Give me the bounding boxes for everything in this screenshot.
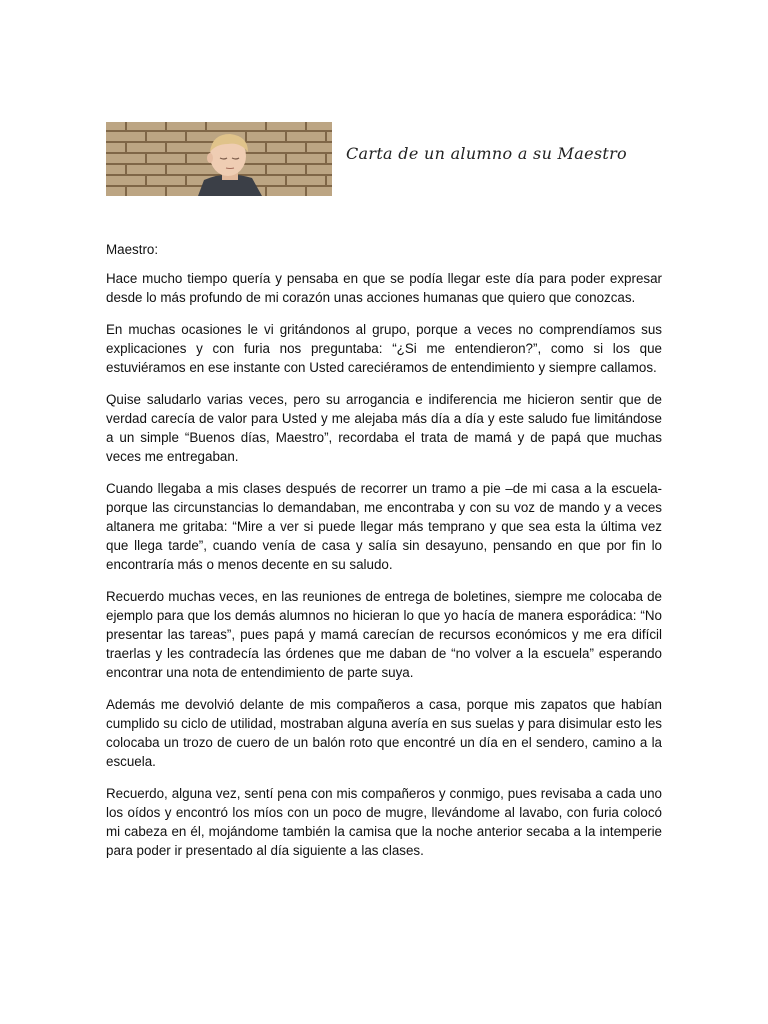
letter-title: Carta de un alumno a su Maestro — [346, 144, 627, 163]
letter-header — [106, 122, 666, 198]
paragraph-5: Recuerdo muchas veces, en las reuniones de entrega de boletines, siempre me colocaba de ejemplo para que los demás alumnos no hicieran lo que yo hacía de manera esporádica: “No presentar las tareas”, pues papá y mamá carecían de recursos económicos y me era difícil traerlas y les contradecía las órdenes que me daban de “no volver a la escuela” esperando encontrar una nota de entendimiento de parte suya. — [106, 589, 662, 680]
paragraph-2: En muchas ocasiones le vi gritándonos al grupo, porque a veces no comprendíamos sus explicaciones y con furia nos preguntaba: “¿Si me entendieron?”, como si los que estuviéramos en ese instante con Usted careciéramos de entendimiento y siempre callamos. — [106, 322, 662, 375]
letter-body — [106, 240, 662, 873]
paragraph-1: Hace mucho tiempo quería y pensaba en que se podía llegar este día para poder expresar desde lo más profundo de mi corazón unas acciones humanas que quiero que conozcas. — [106, 271, 662, 305]
paragraph-3: Quise saludarlo varias veces, pero su arrogancia e indiferencia me hicieron sentir que de verdad carecía de valor para Usted y me alejaba más día a día y este saludo fue limitándose a un simple “Buenos días, Maestro”, recordaba el trata de mamá y de papá que muchas veces me entregaban. — [106, 392, 662, 464]
paragraph-4: Cuando llegaba a mis clases después de recorrer un tramo a pie –de mi casa a la escuela- porque las circunstancias lo demandaban, me encontraba y con su voz de mando y a veces altanera me gritaba: “Mire a ver si puede llegar más temprano y que sea esta la última vez que llega tarde”, cuando venía de casa y salía sin desayuno, pensando en que por fin lo encontraría más o menos decente en su saludo. — [106, 481, 662, 572]
boy-brick-wall-photo — [106, 122, 332, 196]
paragraph-6: Además me devolvió delante de mis compañeros a casa, porque mis zapatos que habían cumplido su ciclo de utilidad, mostraban alguna avería en sus suelas y para disimular esto les colocaba un trozo de cuero de un balón roto que encontré un día en el sendero, camino a la escuela. — [106, 697, 663, 769]
letter-greeting: Maestro: — [106, 242, 159, 257]
paragraph-7: Recuerdo, alguna vez, sentí pena con mis compañeros y conmigo, pues revisaba a cada uno los oídos y encontró los míos con un poco de mugre, llevándome al lavabo, con furia colocó mi cabeza en él, mojándome también la camisa que la noche anterior secaba a la intemperie para poder ir presentado al día siguiente a las clases. — [106, 786, 662, 858]
